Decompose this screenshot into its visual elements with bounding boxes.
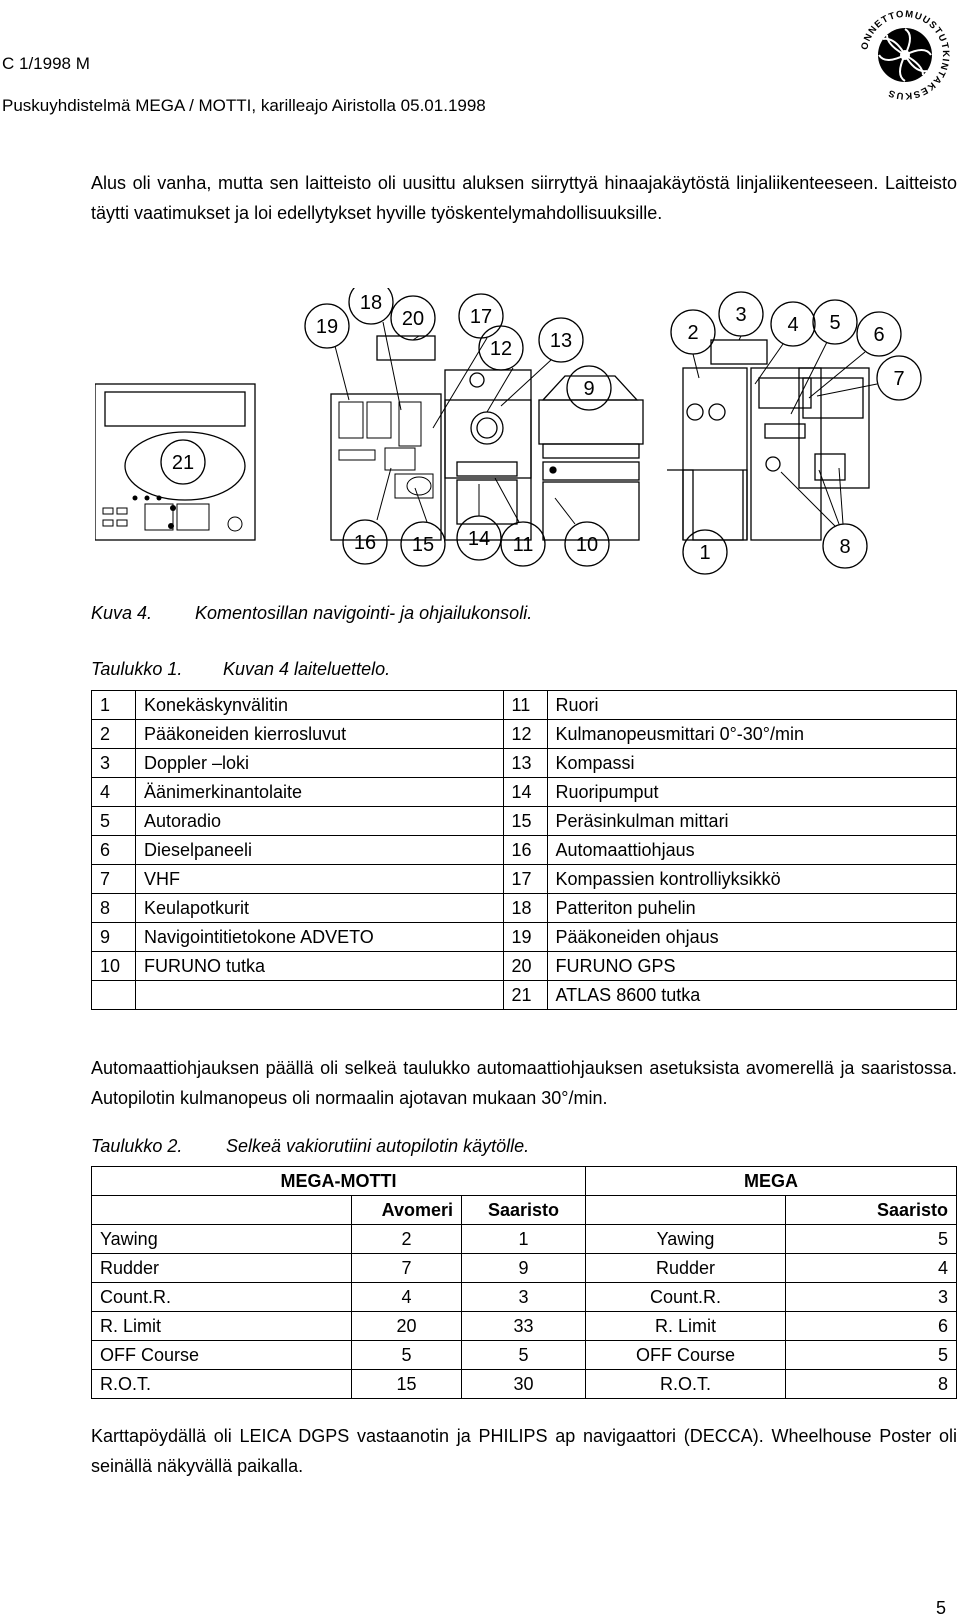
callout-9: 9 xyxy=(583,378,595,400)
setting-name-mega-motti: R. Limit xyxy=(92,1312,352,1341)
callout-14: 14 xyxy=(467,528,491,550)
callout-15: 15 xyxy=(411,534,435,556)
item-number: 1 xyxy=(92,691,136,720)
setting-name-mega-motti: Yawing xyxy=(92,1225,352,1254)
callout-1: 1 xyxy=(699,542,711,564)
item-name: Ruoripumput xyxy=(547,778,957,807)
doc-title: Puskuyhdistelmä MEGA / MOTTI, karilleajo Airistolla 05.01.1998 xyxy=(2,96,486,115)
item-name: Kulmanopeusmittari 0°-30°/min xyxy=(547,720,957,749)
item-number: 12 xyxy=(503,720,547,749)
item-name: Keulapotkurit xyxy=(135,894,503,923)
item-number: 7 xyxy=(92,865,136,894)
item-number: 17 xyxy=(503,865,547,894)
setting-name-mega: Rudder xyxy=(586,1254,786,1283)
item-name: FURUNO tutka xyxy=(135,952,503,981)
figure-caption-text: Komentosillan navigointi- ja ohjailukonsoli. xyxy=(195,603,533,623)
item-name: Kompassien kontrolliyksikkö xyxy=(547,865,957,894)
autopilot-paragraph: Automaattiohjauksen päällä oli selkeä taulukko automaattiohjauksen asetuksista avomerellä ja saaristossa. Autopilotin kulmanopeus oli normaalin ajotavan mukaan 30°/min. xyxy=(91,1058,957,1108)
item-name: Autoradio xyxy=(135,807,503,836)
setting-name-mega: R. Limit xyxy=(586,1312,786,1341)
item-number: 10 xyxy=(92,952,136,981)
item-number: 8 xyxy=(92,894,136,923)
table2-caption-label: Taulukko 2. xyxy=(91,1136,183,1156)
callout-13: 13 xyxy=(549,330,573,352)
value-saaristo: 9 xyxy=(462,1254,586,1283)
table-row xyxy=(92,749,957,778)
item-number: 2 xyxy=(92,720,136,749)
item-name: Pääkoneiden ohjaus xyxy=(547,923,957,952)
callout-17: 17 xyxy=(469,306,493,328)
table-row xyxy=(92,691,957,720)
group-header-mega: MEGA xyxy=(586,1167,957,1196)
value-saaristo: 5 xyxy=(462,1341,586,1370)
item-name xyxy=(135,981,503,1010)
value-mega-saaristo: 3 xyxy=(786,1283,957,1312)
setting-name-mega: Yawing xyxy=(586,1225,786,1254)
item-number: 13 xyxy=(503,749,547,778)
value-saaristo: 33 xyxy=(462,1312,586,1341)
value-avomeri: 20 xyxy=(352,1312,462,1341)
setting-name-mega: Count.R. xyxy=(586,1283,786,1312)
callout-3: 3 xyxy=(735,304,747,326)
col-header-avomeri: Avomeri xyxy=(352,1196,462,1225)
table-row xyxy=(92,865,957,894)
item-number: 5 xyxy=(92,807,136,836)
table-row xyxy=(92,720,957,749)
callout-19: 19 xyxy=(315,316,339,338)
equipment-list-table xyxy=(91,690,957,1010)
value-saaristo: 30 xyxy=(462,1370,586,1399)
final-paragraph: Karttapöydällä oli LEICA DGPS vastaanotin ja PHILIPS ap navigaattori (DECCA). Wheelhouse Poster oli seinällä näkyvällä paikalla. xyxy=(91,1426,957,1476)
value-avomeri: 15 xyxy=(352,1370,462,1399)
callout-7: 7 xyxy=(893,368,905,390)
agency-seal-logo xyxy=(858,8,952,102)
table1-caption-label: Taulukko 1. xyxy=(91,659,183,679)
table-row xyxy=(92,981,957,1010)
value-avomeri: 5 xyxy=(352,1341,462,1370)
svg-text:ONNETTOMUUSTUTKINTAKESKUS: ONNETTOMUUSTUTKINTAKESKUS xyxy=(859,8,952,102)
callout-11: 11 xyxy=(512,534,534,556)
table-row xyxy=(92,1370,957,1399)
callout-5: 5 xyxy=(829,312,841,334)
table2-caption-text: Selkeä vakiorutiini autopilotin käytölle. xyxy=(226,1136,530,1156)
table-row xyxy=(92,836,957,865)
setting-name-mega: OFF Course xyxy=(586,1341,786,1370)
table-row xyxy=(92,1225,957,1254)
group-header-mega-motti: MEGA-MOTTI xyxy=(92,1167,586,1196)
item-name: Kompassi xyxy=(547,749,957,778)
table-row xyxy=(92,1341,957,1370)
table-row xyxy=(92,778,957,807)
value-mega-saaristo: 6 xyxy=(786,1312,957,1341)
setting-name-mega-motti: R.O.T. xyxy=(92,1370,352,1399)
item-number: 9 xyxy=(92,923,136,952)
item-name: FURUNO GPS xyxy=(547,952,957,981)
item-number: 11 xyxy=(503,691,547,720)
callout-6: 6 xyxy=(873,324,885,346)
item-name: Dieselpaneeli xyxy=(135,836,503,865)
table-row xyxy=(92,1283,957,1312)
item-number: 3 xyxy=(92,749,136,778)
table-row xyxy=(92,807,957,836)
value-saaristo: 3 xyxy=(462,1283,586,1312)
setting-name-mega-motti: Count.R. xyxy=(92,1283,352,1312)
callout-16: 16 xyxy=(353,532,377,554)
item-number: 15 xyxy=(503,807,547,836)
setting-name-mega: R.O.T. xyxy=(586,1370,786,1399)
setting-name-mega-motti: Rudder xyxy=(92,1254,352,1283)
intro-paragraph: Alus oli vanha, mutta sen laitteisto oli uusittu aluksen siirryttyä hinaajakäytöstä linjaliikenteeseen. Laitteisto täytti vaatimukset ja loi edellytykset hyville työskentelymahdollisuuksille. xyxy=(91,173,957,223)
value-mega-saaristo: 5 xyxy=(786,1341,957,1370)
col-header-saaristo-1: Saaristo xyxy=(462,1196,586,1225)
item-number: 14 xyxy=(503,778,547,807)
item-number xyxy=(92,981,136,1010)
value-mega-saaristo: 8 xyxy=(786,1370,957,1399)
callout-8: 8 xyxy=(839,536,851,558)
callout-20: 20 xyxy=(401,308,425,330)
item-number: 18 xyxy=(503,894,547,923)
value-avomeri: 7 xyxy=(352,1254,462,1283)
item-name: Navigointitietokone ADVETO xyxy=(135,923,503,952)
figure-caption-label: Kuva 4. xyxy=(91,603,153,623)
item-number: 20 xyxy=(503,952,547,981)
item-name: Ruori xyxy=(547,691,957,720)
col-header-saaristo-2: Saaristo xyxy=(786,1196,957,1225)
item-name: VHF xyxy=(135,865,503,894)
item-name: Doppler –loki xyxy=(135,749,503,778)
table-row xyxy=(92,894,957,923)
callout-12: 12 xyxy=(489,338,513,360)
item-name: Automaattiohjaus xyxy=(547,836,957,865)
item-name: ATLAS 8600 tutka xyxy=(547,981,957,1010)
table1-caption-text: Kuvan 4 laiteluettelo. xyxy=(223,659,391,679)
doc-code: C 1/1998 M xyxy=(2,54,90,73)
table-row xyxy=(92,1312,957,1341)
page-number: 5 xyxy=(936,1598,947,1618)
item-name: Konekäskynvälitin xyxy=(135,691,503,720)
callout-21: 21 xyxy=(171,452,195,474)
item-number: 19 xyxy=(503,923,547,952)
setting-name-mega-motti: OFF Course xyxy=(92,1341,352,1370)
item-name: Pääkoneiden kierrosluvut xyxy=(135,720,503,749)
item-name: Peräsinkulman mittari xyxy=(547,807,957,836)
table-row xyxy=(92,952,957,981)
value-mega-saaristo: 5 xyxy=(786,1225,957,1254)
item-number: 21 xyxy=(503,981,547,1010)
callout-10: 10 xyxy=(575,534,599,556)
value-mega-saaristo: 4 xyxy=(786,1254,957,1283)
item-name: Patteriton puhelin xyxy=(547,894,957,923)
table-row xyxy=(92,923,957,952)
value-avomeri: 4 xyxy=(352,1283,462,1312)
item-number: 4 xyxy=(92,778,136,807)
callout-18: 18 xyxy=(359,292,383,314)
bridge-console-diagram xyxy=(95,288,931,588)
value-saaristo: 1 xyxy=(462,1225,586,1254)
table-row xyxy=(92,1254,957,1283)
item-number: 6 xyxy=(92,836,136,865)
item-number: 16 xyxy=(503,836,547,865)
autopilot-settings-table xyxy=(91,1166,957,1399)
callout-4: 4 xyxy=(787,314,799,336)
item-name: Äänimerkinantolaite xyxy=(135,778,503,807)
callout-2: 2 xyxy=(687,322,699,344)
value-avomeri: 2 xyxy=(352,1225,462,1254)
